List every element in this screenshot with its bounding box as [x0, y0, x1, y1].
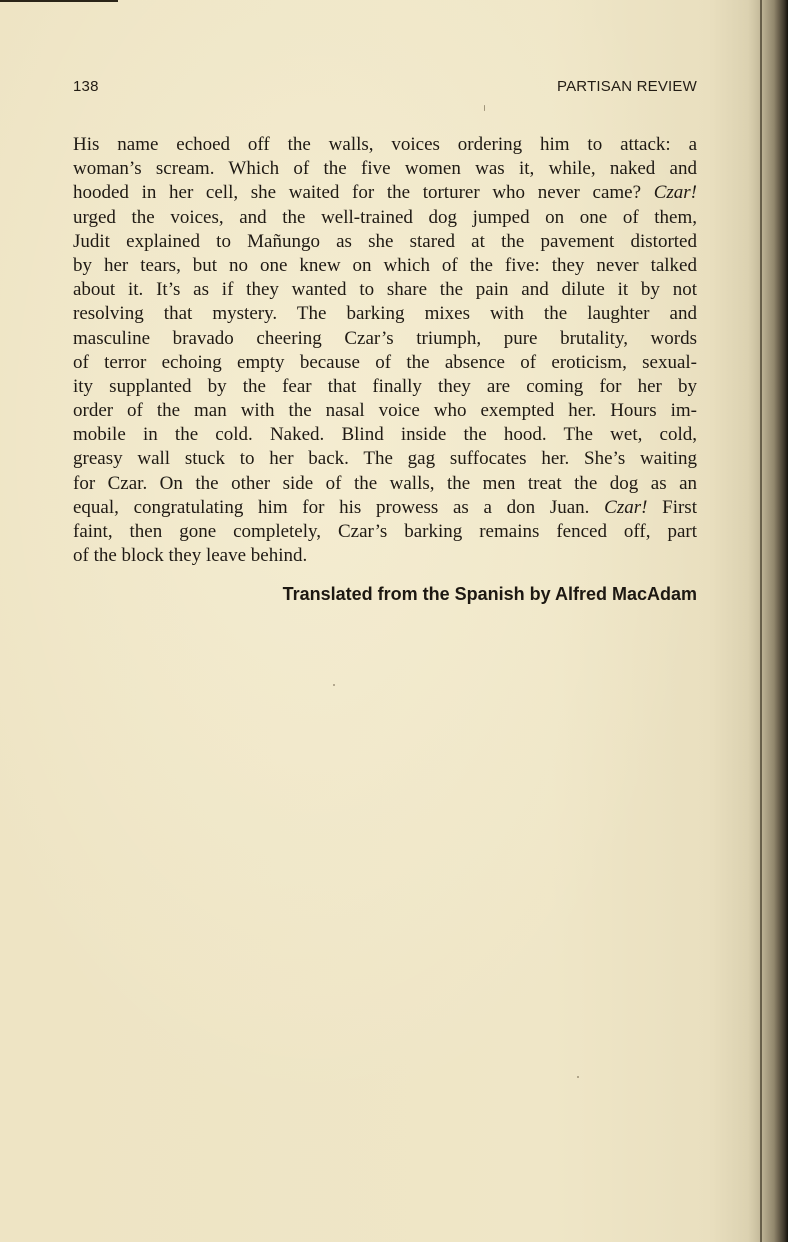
text-line: for Czar. On the other side of the walls, the men treat the dog as an [73, 472, 697, 494]
journal-title: PARTISAN REVIEW [557, 78, 697, 95]
text-line: Judit explained to Mañungo as she stared at the pavement distorted [73, 230, 697, 252]
translator-credit: Translated from the Spanish by Alfred MacAdam [282, 584, 697, 604]
page-edge-line [760, 0, 762, 1242]
text-line: ity supplanted by the fear that finally they are coming for her by [73, 375, 697, 397]
paper-speck [333, 684, 335, 686]
page-number: 138 [73, 78, 99, 95]
text-line: faint, then gone completely, Czar’s barking remains fenced off, part [73, 521, 697, 542]
text-line: greasy wall stuck to her back. The gag suffocates her. She’s waiting [73, 448, 697, 470]
text-line: resolving that mystery. The barking mixes with the laughter and [73, 303, 697, 325]
text-line: by her tears, but no one knew on which of the five: they never talked [73, 254, 697, 276]
text-line: hooded in her cell, she waited for the torturer who never came? Czar! [73, 182, 697, 204]
paper-speck [577, 1076, 579, 1078]
text-line: of terror echoing empty because of the absence of eroticism, sexual- [73, 351, 697, 373]
running-head [73, 78, 697, 100]
emphasis-czar: Czar! [604, 496, 648, 518]
text-line: urged the voices, and the well-trained dog jumped on one of them, [73, 206, 697, 228]
text-line: mobile in the cold. Naked. Blind inside the hood. The wet, cold, [73, 424, 697, 446]
text-line: masculine bravado cheering Czar’s triumph, pure brutality, words [73, 327, 697, 349]
emphasis-czar: Czar! [653, 182, 697, 204]
text-line: equal, congratulating him for his prowess as a don Juan. Czar! First [73, 496, 697, 518]
text-line: His name echoed off the walls, voices ordering him to attack: a [73, 134, 697, 155]
text-line: about it. It’s as if they wanted to share the pain and dilute it by not [73, 279, 697, 301]
body-paragraph [73, 133, 697, 568]
top-edge-mark [0, 0, 118, 2]
page-gutter-shadow [748, 0, 788, 1242]
paper-speck [484, 105, 485, 111]
text-line-last: of the block they leave behind. [73, 545, 308, 567]
text-line: order of the man with the nasal voice who exempted her. Hours im- [73, 400, 697, 422]
text-line: woman’s scream. Which of the five women was it, while, naked and [73, 158, 697, 180]
